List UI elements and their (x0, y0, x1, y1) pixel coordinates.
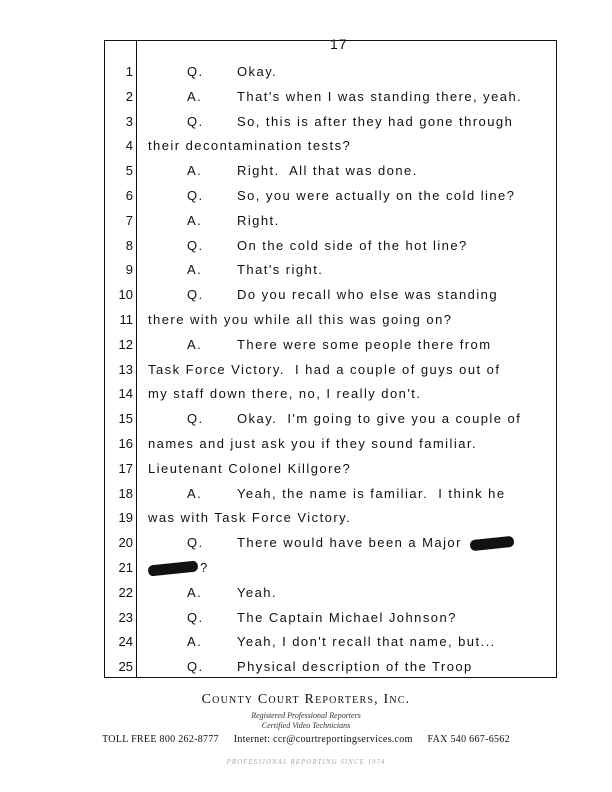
line-number: 14 (118, 386, 133, 401)
line-text (148, 312, 452, 327)
line-text (237, 114, 513, 129)
line-text-content: Right. All that was done. (237, 163, 418, 178)
line-text-content: Right. (237, 213, 280, 228)
line-number: 16 (118, 436, 133, 451)
line-text (148, 386, 421, 401)
line-number: 6 (125, 188, 133, 203)
speaker-label: Q. (187, 535, 204, 550)
line-text-content: On the cold side of the hot line? (237, 238, 468, 253)
line-number: 21 (118, 560, 133, 575)
line-text (237, 287, 498, 302)
footer-company-name: County Court Reporters, Inc. (201, 692, 411, 707)
line-text (237, 659, 473, 674)
speaker-label: A. (187, 262, 203, 277)
line-number: 3 (125, 114, 133, 129)
line-number: 15 (118, 411, 133, 426)
line-text-content: Lieutenant Colonel Killgore? (148, 461, 352, 476)
line-text (148, 461, 351, 476)
speaker-label: A. (187, 89, 203, 104)
speaker-label: Q. (187, 114, 204, 129)
line-number: 9 (125, 262, 133, 277)
speaker-label: A. (187, 163, 203, 178)
line-number: 22 (118, 585, 133, 600)
footer-faint-text: PROFESSIONAL REPORTING SINCE 1974 (226, 758, 386, 766)
line-number: 18 (118, 486, 133, 501)
footer-internet: Internet: ccr@courtreportingservices.com (233, 734, 413, 745)
speaker-label: Q. (187, 411, 204, 426)
line-text (237, 535, 514, 550)
line-text-content: Yeah, the name is familiar. I think he (237, 486, 506, 501)
page-number: 17 (330, 36, 348, 52)
line-text (237, 634, 496, 649)
footer-contact (0, 734, 612, 745)
line-text-content: ? (200, 560, 209, 575)
line-number: 17 (118, 461, 133, 476)
line-text-content: There would have been a Major (237, 535, 462, 550)
footer-fax: FAX 540 667-6562 (427, 734, 510, 745)
line-number: 10 (118, 287, 133, 302)
line-text-content: their decontamination tests? (148, 138, 352, 153)
speaker-label: Q. (187, 64, 204, 79)
line-text (237, 238, 468, 253)
line-text (148, 362, 500, 377)
speaker-label: A. (187, 486, 203, 501)
line-number: 5 (125, 163, 133, 178)
line-text-content: So, this is after they had gone through (237, 114, 514, 129)
line-number: 12 (118, 337, 133, 352)
line-text-content: Do you recall who else was standing (237, 287, 499, 302)
line-number: 1 (125, 64, 133, 79)
line-text (148, 138, 351, 153)
line-number: 25 (118, 659, 133, 674)
line-text-content: Task Force Victory. I had a couple of guys out of (148, 362, 501, 377)
line-number: 13 (118, 362, 133, 377)
transcript-page-border (104, 40, 557, 678)
speaker-label: Q. (187, 610, 204, 625)
line-number: 2 (125, 89, 133, 104)
line-text-content: Yeah. (237, 585, 278, 600)
line-text-content: Okay. (237, 64, 278, 79)
line-text (237, 486, 506, 501)
line-number: 19 (118, 510, 133, 525)
speaker-label: Q. (187, 659, 204, 674)
line-number-margin-rule (136, 40, 137, 678)
line-number: 4 (125, 138, 133, 153)
footer-tagline-1: Registered Professional Reporters (251, 711, 361, 720)
line-text (237, 163, 418, 178)
line-text (237, 262, 323, 277)
line-number: 7 (125, 213, 133, 228)
line-number: 20 (118, 535, 133, 550)
line-text-content: Physical description of the Troop (237, 659, 473, 674)
line-text (148, 510, 351, 525)
speaker-label: A. (187, 213, 203, 228)
speaker-label: Q. (187, 238, 204, 253)
line-text-content: my staff down there, no, I really don't. (148, 386, 422, 401)
speaker-label: A. (187, 634, 203, 649)
speaker-label: Q. (187, 188, 204, 203)
line-text (237, 213, 280, 228)
speaker-label: A. (187, 337, 203, 352)
line-text-content: Okay. I'm going to give you a couple of (237, 411, 522, 426)
line-number: 23 (118, 610, 133, 625)
line-text (237, 64, 277, 79)
line-text (237, 188, 515, 203)
line-text-content: There were some people there from (237, 337, 492, 352)
line-text (237, 411, 521, 426)
line-text-content: names and just ask you if they sound familiar. (148, 436, 478, 451)
line-text-content: That's when I was standing there, yeah. (237, 89, 523, 104)
line-number: 8 (125, 238, 133, 253)
redaction-mark (469, 536, 514, 552)
line-text (148, 560, 209, 575)
footer-tagline-2: Certified Video Technicians (261, 721, 351, 730)
line-text-content: Yeah, I don't recall that name, but... (237, 634, 496, 649)
line-text (237, 89, 522, 104)
speaker-label: A. (187, 585, 203, 600)
line-number: 24 (118, 634, 133, 649)
line-text-content: The Captain Michael Johnson? (237, 610, 457, 625)
line-text-content: there with you while all this was going on? (148, 312, 453, 327)
speaker-label: Q. (187, 287, 204, 302)
line-text (237, 585, 277, 600)
footer-toll-free: TOLL FREE 800 262-8777 (102, 734, 219, 745)
line-number: 11 (119, 312, 133, 327)
line-text (237, 337, 492, 352)
redaction-mark (148, 560, 199, 576)
line-text (237, 610, 457, 625)
line-text (148, 436, 477, 451)
line-text-content: was with Task Force Victory. (148, 510, 352, 525)
line-text-content: That's right. (237, 262, 324, 277)
line-text-content: So, you were actually on the cold line? (237, 188, 516, 203)
